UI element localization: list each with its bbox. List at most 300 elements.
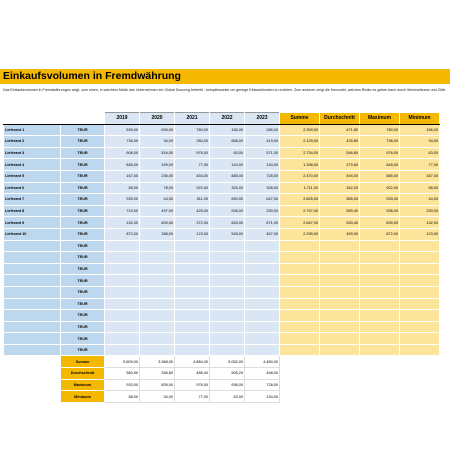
value-cell[interactable]: 236,00	[140, 170, 175, 182]
empty-cell[interactable]	[280, 368, 320, 380]
year-header[interactable]: 2019	[105, 113, 140, 125]
stat-cell[interactable]: 736,00	[360, 136, 400, 148]
stat-cell[interactable]: 494,00	[320, 170, 360, 182]
value-cell[interactable]	[105, 240, 140, 252]
stat-cell[interactable]	[280, 275, 320, 287]
unit-cell[interactable]: TEUR	[61, 344, 105, 356]
unit-cell[interactable]: TEUR	[61, 310, 105, 322]
table-row	[4, 182, 440, 194]
value-cell[interactable]: 58,00	[105, 182, 140, 194]
value-cell[interactable]: 839,00	[140, 217, 175, 229]
stat-header[interactable]: Summe	[280, 113, 320, 125]
value-cell[interactable]: 571,00	[245, 147, 280, 159]
value-cell[interactable]	[105, 286, 140, 298]
empty-cell[interactable]	[280, 391, 320, 403]
value-cell[interactable]	[210, 344, 245, 356]
stat-cell[interactable]: 34,00	[400, 136, 440, 148]
empty-cell[interactable]	[280, 379, 320, 391]
table-row	[4, 298, 440, 310]
value-cell[interactable]	[245, 286, 280, 298]
empty-cell[interactable]	[4, 368, 61, 380]
stat-header[interactable]: Maximum	[360, 113, 400, 125]
stat-cell[interactable]	[320, 298, 360, 310]
year-header[interactable]: 2023	[245, 113, 280, 125]
summary-label-cell[interactable]: Maximum	[61, 379, 105, 391]
summary-value-cell[interactable]: 77,00	[175, 391, 210, 403]
value-cell[interactable]	[175, 275, 210, 287]
stat-cell[interactable]	[320, 333, 360, 345]
value-cell[interactable]	[140, 252, 175, 264]
stat-cell[interactable]: 2.295,00	[280, 228, 320, 240]
year-header[interactable]: 2021	[175, 113, 210, 125]
stat-cell[interactable]	[280, 321, 320, 333]
supplier-label-cell[interactable]: Lieferant 9	[4, 217, 61, 229]
value-cell[interactable]: 230,00	[245, 205, 280, 217]
stat-cell[interactable]: 533,40	[320, 217, 360, 229]
value-cell[interactable]: 63,00	[210, 147, 245, 159]
stat-cell[interactable]	[280, 298, 320, 310]
value-cell[interactable]: 516,00	[140, 147, 175, 159]
value-cell[interactable]: 134,00	[245, 159, 280, 171]
value-cell[interactable]	[210, 252, 245, 264]
summary-label-cell[interactable]: Summe	[61, 356, 105, 368]
value-cell[interactable]	[105, 263, 140, 275]
value-cell[interactable]: 656,00	[210, 136, 245, 148]
value-cell[interactable]	[175, 286, 210, 298]
value-cell[interactable]: 328,00	[245, 182, 280, 194]
value-cell[interactable]: 285,00	[245, 124, 280, 136]
value-cell[interactable]: 156,00	[210, 124, 245, 136]
stat-cell[interactable]: 77,00	[400, 159, 440, 171]
value-cell[interactable]: 123,00	[175, 228, 210, 240]
stat-cell[interactable]: 2.359,00	[280, 124, 320, 136]
stat-cell[interactable]	[400, 344, 440, 356]
value-cell[interactable]	[140, 344, 175, 356]
value-cell[interactable]: 372,00	[175, 217, 210, 229]
unit-cell[interactable]: TEUR	[61, 124, 105, 136]
value-cell[interactable]: 199,00	[140, 159, 175, 171]
value-cell[interactable]	[140, 275, 175, 287]
stat-cell[interactable]	[360, 321, 400, 333]
stat-header[interactable]: Durchschnitt	[320, 113, 360, 125]
header-row	[4, 113, 440, 125]
stat-cell[interactable]: 279,60	[320, 159, 360, 171]
table-row	[4, 194, 440, 206]
stat-cell[interactable]: 459,00	[320, 228, 360, 240]
unit-cell[interactable]: TEUR	[61, 298, 105, 310]
table-row	[4, 136, 440, 148]
summary-value-cell[interactable]: 58,00	[105, 391, 140, 403]
value-cell[interactable]: 885,00	[210, 170, 245, 182]
sheet-description: Das Einkaufsvolumen in Fremdwährungen zeigt, zum einen, in welchem Maße das Unternehmen ein Global Sourcing betreibt - beispielsweise um geringe Einkaufskosten zu erzielen. Zum anderen zeigt die Kennzahl, welches Risiko es geben kann durch Wechselkurse und Zölle.	[3, 88, 447, 92]
value-cell[interactable]	[175, 252, 210, 264]
stat-cell[interactable]	[400, 310, 440, 322]
value-cell[interactable]: 671,00	[245, 217, 280, 229]
summary-value-cell[interactable]: 336,80	[140, 368, 175, 380]
stat-cell[interactable]	[400, 298, 440, 310]
unit-cell[interactable]: TEUR	[61, 321, 105, 333]
empty-cell[interactable]	[400, 368, 440, 380]
summary-value-cell[interactable]: 488,40	[175, 368, 210, 380]
value-cell[interactable]	[105, 321, 140, 333]
value-cell[interactable]: 845,00	[105, 159, 140, 171]
stat-cell[interactable]: 565,00	[320, 194, 360, 206]
table-row	[4, 275, 440, 287]
value-cell[interactable]	[175, 333, 210, 345]
value-cell[interactable]	[245, 310, 280, 322]
value-cell[interactable]: 419,00	[245, 136, 280, 148]
empty-cell[interactable]	[400, 356, 440, 368]
summary-value-cell[interactable]: 448,00	[245, 368, 280, 380]
stat-cell[interactable]: 546,80	[320, 147, 360, 159]
value-cell[interactable]: 690,00	[210, 194, 245, 206]
value-cell[interactable]	[210, 263, 245, 275]
value-cell[interactable]	[210, 275, 245, 287]
value-cell[interactable]	[245, 252, 280, 264]
stat-cell[interactable]: 2.797,00	[280, 205, 320, 217]
summary-row	[4, 368, 440, 380]
supplier-label-cell[interactable]: Lieferant 5	[4, 170, 61, 182]
stat-cell[interactable]: 845,00	[360, 159, 400, 171]
table-row	[4, 344, 440, 356]
stat-cell[interactable]: 2.129,00	[280, 136, 320, 148]
value-cell[interactable]: 936,00	[210, 205, 245, 217]
table-row	[4, 321, 440, 333]
empty-cell[interactable]	[360, 379, 400, 391]
stat-cell[interactable]: 2.734,00	[280, 147, 320, 159]
unit-cell[interactable]: TEUR	[61, 147, 105, 159]
supplier-label-cell[interactable]	[4, 263, 61, 275]
value-cell[interactable]: 44,00	[140, 194, 175, 206]
value-cell[interactable]	[245, 263, 280, 275]
value-cell[interactable]	[140, 298, 175, 310]
stat-cell[interactable]: 2.825,00	[280, 194, 320, 206]
value-cell[interactable]	[105, 298, 140, 310]
value-cell[interactable]: 780,00	[175, 124, 210, 136]
stat-cell[interactable]	[280, 333, 320, 345]
empty-cell[interactable]	[280, 356, 320, 368]
supplier-label-cell[interactable]: Lieferant 6	[4, 182, 61, 194]
supplier-label-cell[interactable]: Lieferant 7	[4, 194, 61, 206]
empty-cell[interactable]	[320, 391, 360, 403]
stat-cell[interactable]	[400, 275, 440, 287]
value-cell[interactable]: 719,00	[105, 205, 140, 217]
value-cell[interactable]: 976,00	[175, 147, 210, 159]
stat-cell[interactable]: 63,00	[400, 147, 440, 159]
value-cell[interactable]: 511,00	[175, 194, 210, 206]
supplier-label-cell[interactable]	[4, 321, 61, 333]
table-row	[4, 240, 440, 252]
summary-value-cell[interactable]: 933,00	[105, 379, 140, 391]
unit-cell[interactable]: TEUR	[61, 263, 105, 275]
stat-cell[interactable]	[320, 240, 360, 252]
header-empty-cell[interactable]	[61, 113, 105, 125]
value-cell[interactable]: 497,00	[140, 205, 175, 217]
stat-cell[interactable]	[400, 252, 440, 264]
value-cell[interactable]	[140, 286, 175, 298]
value-cell[interactable]: 933,00	[105, 194, 140, 206]
stat-cell[interactable]: 342,20	[320, 182, 360, 194]
empty-cell[interactable]	[320, 379, 360, 391]
value-cell[interactable]	[175, 263, 210, 275]
unit-cell[interactable]: TEUR	[61, 194, 105, 206]
stat-cell[interactable]	[320, 310, 360, 322]
summary-value-cell[interactable]: 3.368,00	[140, 356, 175, 368]
stat-cell[interactable]: 132,00	[400, 217, 440, 229]
value-cell[interactable]	[210, 321, 245, 333]
stat-cell[interactable]	[360, 286, 400, 298]
value-cell[interactable]: 325,00	[210, 182, 245, 194]
stat-cell[interactable]: 156,00	[400, 124, 440, 136]
stat-cell[interactable]	[400, 333, 440, 345]
supplier-label-cell[interactable]	[4, 310, 61, 322]
value-cell[interactable]: 77,00	[175, 159, 210, 171]
supplier-label-cell[interactable]	[4, 333, 61, 345]
value-cell[interactable]	[245, 240, 280, 252]
stat-cell[interactable]	[280, 252, 320, 264]
value-cell[interactable]	[175, 310, 210, 322]
stat-cell[interactable]: 471,80	[320, 124, 360, 136]
value-cell[interactable]	[245, 298, 280, 310]
value-cell[interactable]	[175, 344, 210, 356]
value-cell[interactable]: 284,00	[175, 136, 210, 148]
empty-cell[interactable]	[360, 391, 400, 403]
stat-cell[interactable]	[320, 321, 360, 333]
supplier-label-cell[interactable]: Lieferant 1	[4, 124, 61, 136]
value-cell[interactable]: 922,00	[175, 182, 210, 194]
stat-cell[interactable]: 1.398,00	[280, 159, 320, 171]
summary-row	[4, 391, 440, 403]
stat-cell[interactable]	[360, 252, 400, 264]
summary-value-cell[interactable]: 4.480,00	[245, 356, 280, 368]
unit-cell[interactable]: TEUR	[61, 286, 105, 298]
sheet-title: Einkaufsvolumen in Fremdwährung	[3, 70, 181, 82]
value-cell[interactable]	[210, 333, 245, 345]
supplier-label-cell[interactable]: Lieferant 10	[4, 228, 61, 240]
empty-cell[interactable]	[400, 391, 440, 403]
value-cell[interactable]: 34,00	[140, 136, 175, 148]
table-row	[4, 228, 440, 240]
unit-cell[interactable]: TEUR	[61, 252, 105, 264]
summary-label-cell[interactable]: Durchschnitt	[61, 368, 105, 380]
stat-cell[interactable]	[280, 310, 320, 322]
unit-cell[interactable]: TEUR	[61, 136, 105, 148]
stat-cell[interactable]	[280, 263, 320, 275]
empty-cell[interactable]	[4, 391, 61, 403]
value-cell[interactable]: 143,00	[210, 159, 245, 171]
stat-cell[interactable]: 976,00	[360, 147, 400, 159]
table-row	[4, 124, 440, 136]
unit-cell[interactable]: TEUR	[61, 275, 105, 287]
summary-value-cell[interactable]: 728,00	[245, 379, 280, 391]
unit-cell[interactable]: TEUR	[61, 240, 105, 252]
stat-cell[interactable]	[360, 263, 400, 275]
table-body	[4, 124, 440, 402]
supplier-label-cell[interactable]: Lieferant 2	[4, 136, 61, 148]
stat-cell[interactable]	[320, 344, 360, 356]
table-row	[4, 159, 440, 171]
value-cell[interactable]: 736,00	[105, 136, 140, 148]
unit-cell[interactable]: TEUR	[61, 228, 105, 240]
supplier-label-cell[interactable]	[4, 286, 61, 298]
stat-cell[interactable]: 872,00	[360, 228, 400, 240]
supplier-label-cell[interactable]: Lieferant 3	[4, 147, 61, 159]
value-cell[interactable]	[105, 333, 140, 345]
value-cell[interactable]	[245, 344, 280, 356]
stat-cell[interactable]: 2.470,00	[280, 170, 320, 182]
value-cell[interactable]	[210, 310, 245, 322]
value-cell[interactable]	[140, 310, 175, 322]
supplier-label-cell[interactable]: Lieferant 4	[4, 159, 61, 171]
supplier-label-cell[interactable]: Lieferant 8	[4, 205, 61, 217]
summary-row	[4, 356, 440, 368]
stat-cell[interactable]: 780,00	[360, 124, 400, 136]
stat-cell[interactable]	[320, 275, 360, 287]
stat-cell[interactable]	[360, 275, 400, 287]
value-cell[interactable]	[105, 252, 140, 264]
value-cell[interactable]	[105, 275, 140, 287]
stat-cell[interactable]: 44,00	[400, 194, 440, 206]
value-cell[interactable]: 132,00	[105, 217, 140, 229]
value-cell[interactable]: 167,00	[105, 170, 140, 182]
supplier-label-cell[interactable]	[4, 240, 61, 252]
stat-cell[interactable]: 885,00	[360, 170, 400, 182]
stat-cell[interactable]	[320, 252, 360, 264]
value-cell[interactable]: 454,00	[175, 170, 210, 182]
unit-cell[interactable]: TEUR	[61, 205, 105, 217]
year-header[interactable]: 2020	[140, 113, 175, 125]
summary-value-cell[interactable]: 34,00	[140, 391, 175, 403]
empty-cell[interactable]	[360, 368, 400, 380]
value-cell[interactable]: 728,00	[245, 170, 280, 182]
value-cell[interactable]	[245, 321, 280, 333]
stat-cell[interactable]: 167,00	[400, 170, 440, 182]
stat-cell[interactable]	[360, 310, 400, 322]
stat-cell[interactable]: 230,00	[400, 205, 440, 217]
value-cell[interactable]: 545,00	[210, 228, 245, 240]
empty-cell[interactable]	[320, 368, 360, 380]
stat-cell[interactable]: 425,80	[320, 136, 360, 148]
empty-cell[interactable]	[400, 379, 440, 391]
value-cell[interactable]	[175, 240, 210, 252]
value-cell[interactable]: 539,00	[105, 124, 140, 136]
value-cell[interactable]: 647,00	[245, 194, 280, 206]
summary-value-cell[interactable]: 936,00	[210, 379, 245, 391]
table-row	[4, 170, 440, 182]
value-cell[interactable]: 78,00	[140, 182, 175, 194]
empty-cell[interactable]	[4, 379, 61, 391]
stat-cell[interactable]	[280, 286, 320, 298]
stat-cell[interactable]	[320, 286, 360, 298]
supplier-label-cell[interactable]	[4, 298, 61, 310]
value-cell[interactable]	[140, 263, 175, 275]
value-cell[interactable]: 425,00	[175, 205, 210, 217]
summary-value-cell[interactable]: 4.884,00	[175, 356, 210, 368]
value-cell[interactable]	[105, 310, 140, 322]
stat-cell[interactable]: 839,00	[360, 217, 400, 229]
summary-value-cell[interactable]: 63,00	[210, 391, 245, 403]
stat-cell[interactable]	[280, 240, 320, 252]
header-empty-cell[interactable]	[4, 113, 61, 125]
unit-cell[interactable]: TEUR	[61, 170, 105, 182]
value-cell[interactable]	[210, 298, 245, 310]
stat-cell[interactable]: 936,00	[360, 205, 400, 217]
value-cell[interactable]	[245, 333, 280, 345]
unit-cell[interactable]: TEUR	[61, 333, 105, 345]
stat-cell[interactable]	[360, 298, 400, 310]
summary-value-cell[interactable]: 976,00	[175, 379, 210, 391]
value-cell[interactable]	[140, 240, 175, 252]
stat-cell[interactable]	[280, 344, 320, 356]
value-cell[interactable]	[210, 240, 245, 252]
unit-cell[interactable]: TEUR	[61, 182, 105, 194]
stat-cell[interactable]	[360, 333, 400, 345]
stat-cell[interactable]	[400, 263, 440, 275]
year-header[interactable]: 2022	[210, 113, 245, 125]
stat-cell[interactable]	[400, 286, 440, 298]
value-cell[interactable]	[245, 275, 280, 287]
summary-label-cell[interactable]: Minimum	[61, 391, 105, 403]
stat-cell[interactable]: 559,40	[320, 205, 360, 217]
supplier-label-cell[interactable]	[4, 275, 61, 287]
table-row	[4, 205, 440, 217]
value-cell[interactable]	[105, 344, 140, 356]
stat-cell[interactable]: 2.667,00	[280, 217, 320, 229]
table-row	[4, 286, 440, 298]
value-cell[interactable]	[210, 286, 245, 298]
stat-cell[interactable]: 123,00	[400, 228, 440, 240]
unit-cell[interactable]: TEUR	[61, 217, 105, 229]
value-cell[interactable]	[175, 321, 210, 333]
stat-cell[interactable]	[320, 263, 360, 275]
table-row	[4, 252, 440, 264]
summary-value-cell[interactable]: 505,20	[210, 368, 245, 380]
table-row	[4, 333, 440, 345]
value-cell[interactable]: 872,00	[105, 228, 140, 240]
value-cell[interactable]	[140, 321, 175, 333]
stat-cell[interactable]	[360, 344, 400, 356]
summary-value-cell[interactable]: 5.609,00	[105, 356, 140, 368]
table-row	[4, 217, 440, 229]
value-cell[interactable]: 467,00	[245, 228, 280, 240]
stat-cell[interactable]: 58,00	[400, 182, 440, 194]
value-cell[interactable]: 608,00	[105, 147, 140, 159]
value-cell[interactable]: 653,00	[210, 217, 245, 229]
stat-cell[interactable]: 922,00	[360, 182, 400, 194]
stat-cell[interactable]	[360, 240, 400, 252]
value-cell[interactable]: 639,00	[140, 124, 175, 136]
value-cell[interactable]	[175, 298, 210, 310]
stat-cell[interactable]	[400, 321, 440, 333]
empty-cell[interactable]	[320, 356, 360, 368]
stat-header[interactable]: Minimum	[400, 113, 440, 125]
supplier-label-cell[interactable]	[4, 344, 61, 356]
summary-value-cell[interactable]: 560,90	[105, 368, 140, 380]
stat-cell[interactable]: 1.711,00	[280, 182, 320, 194]
stat-cell[interactable]	[400, 240, 440, 252]
empty-cell[interactable]	[360, 356, 400, 368]
summary-value-cell[interactable]: 134,00	[245, 391, 280, 403]
title-bar	[0, 69, 450, 84]
summary-value-cell[interactable]: 839,00	[140, 379, 175, 391]
supplier-label-cell[interactable]	[4, 252, 61, 264]
value-cell[interactable]	[140, 333, 175, 345]
summary-value-cell[interactable]: 5.052,00	[210, 356, 245, 368]
stat-cell[interactable]: 933,00	[360, 194, 400, 206]
empty-cell[interactable]	[4, 356, 61, 368]
unit-cell[interactable]: TEUR	[61, 159, 105, 171]
value-cell[interactable]: 288,00	[140, 228, 175, 240]
